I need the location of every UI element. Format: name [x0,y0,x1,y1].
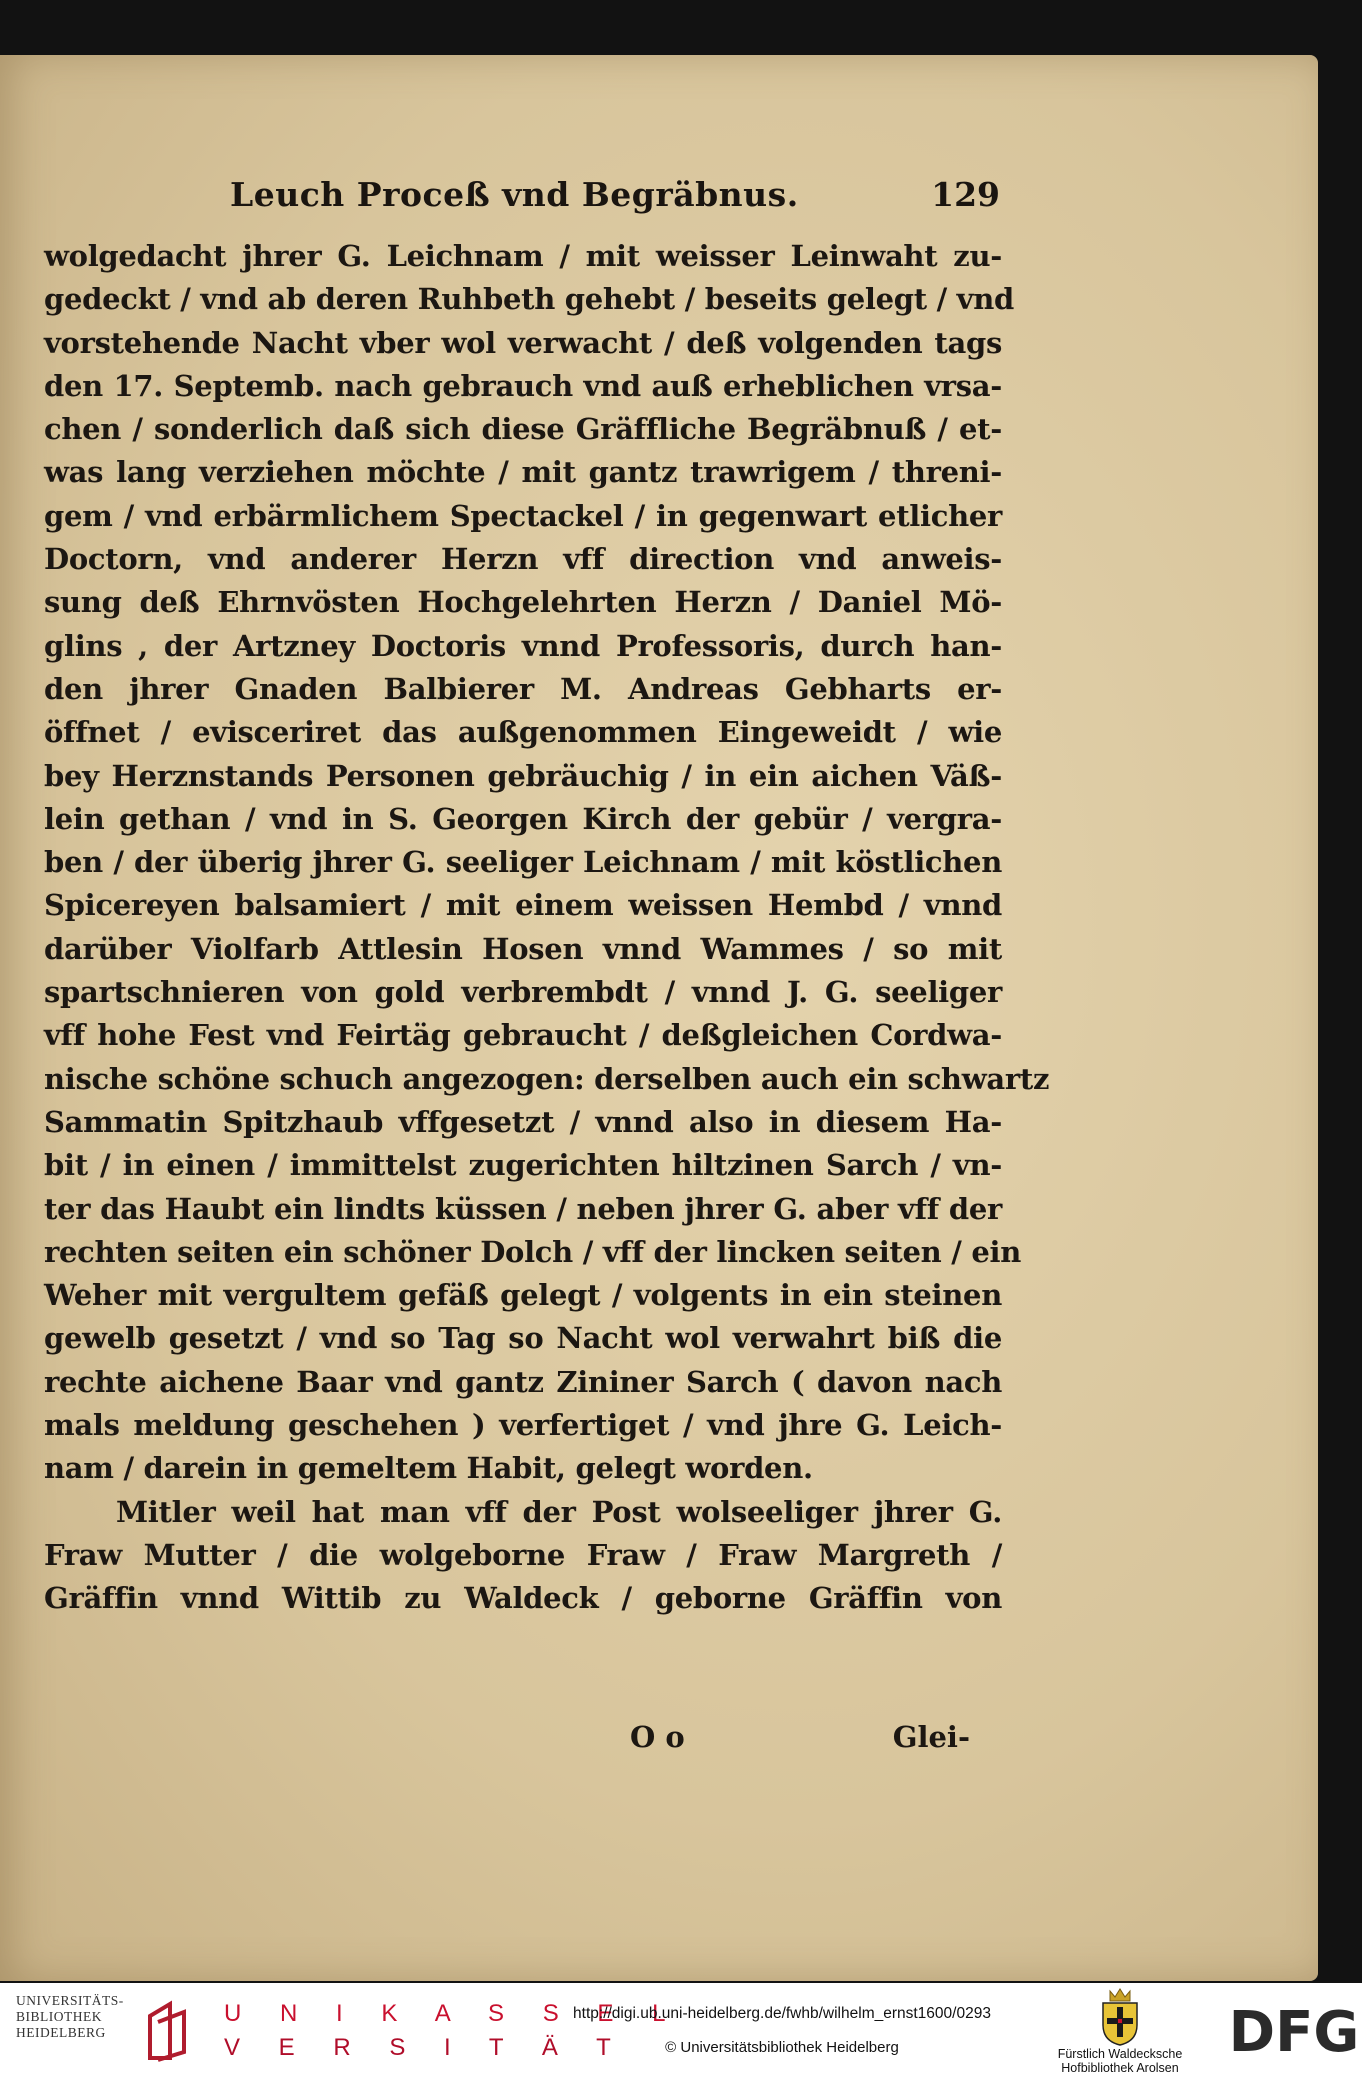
uni-kassel-logo [224,1997,682,2067]
text-line-paragraph-start: Mitler weil hat man vff der Post wolseeliger jhrer G. [116,1494,1002,1529]
text-line: was lang verziehen möchte / mit gantz trawrigem / threni- [44,455,1002,490]
dfg-logo [1228,1999,1360,2065]
text-line: spartschnieren von gold verbrembdt / vnnd J. G. seeliger [44,975,1002,1010]
text-line: rechte aichene Baar vnd gantz Zininer Sarch ( davon nach [44,1364,1002,1399]
waldeck-library-name: Fürstlich Waldecksche Hofbibliothek Arolsen [1057,2047,1183,2075]
text-line: gewelb gesetzt / vnd so Tag so Nacht wol verwahrt biß die [44,1321,1002,1356]
text-line: gem / vnd erbärmlichem Spectackel / in gegenwart etlicher [44,498,1002,533]
catchword: Glei- [892,1720,970,1754]
text-line: vff hohe Fest vnd Feirtäg gebraucht / deßgleichen Cordwa- [44,1018,1002,1053]
catchword-line [630,1720,970,1764]
text-line-paragraph-end: nam / darein in gemeltem Habit, gelegt worden. [44,1451,813,1486]
text-line: darüber Violfarb Attlesin Hosen vnnd Wammes / so mit [44,931,1002,966]
text-line: sung deß Ehrnvösten Hochgelehrten Herzn / Daniel Mö- [44,585,1002,620]
footer-bar [0,1983,1362,2080]
text-line: Spicereyen balsamiert / mit einem weissen Hembd / vnnd [44,888,1002,923]
text-line: glins , der Artzney Doctoris vnnd Professoris, durch han- [44,628,1002,663]
text-line: chen / sonderlich daß sich diese Gräffliche Begräbnuß / et- [44,412,1002,447]
text-line: den 17. Septemb. nach gebrauch vnd auß erheblichen vrsa- [44,368,1002,403]
text-line: öffnet / evisceriret das außgenommen Eingeweidt / wie [44,715,1002,750]
text-line: lein gethan / vnd in S. Georgen Kirch der gebür / vergra- [44,801,1002,836]
text-line: vorstehende Nacht vber wol verwacht / deß volgenden tags [44,325,1002,360]
text-line: bey Herznstands Personen gebräuchig / in ein aichen Väß- [44,758,1002,793]
text-line: bit / in einen / immittelst zugerichten hiltzinen Sarch / vn- [44,1148,1002,1183]
page-header [230,175,1000,231]
text-line: Fraw Mutter / die wolgeborne Fraw / Fraw Margreth / [44,1537,1002,1572]
text-line: Sammatin Spitzhaub vffgesetzt / vnnd also in diesem Ha- [44,1104,1002,1139]
signature-mark: O o [630,1720,685,1754]
page-number: 129 [931,175,1000,214]
text-line: gedeckt / vnd ab deren Ruhbeth gehebt / beseits gelegt / vnd [44,282,1014,317]
text-line: rechten seiten ein schöner Dolch / vff der lincken seiten / ein [44,1234,1021,1269]
permalink-url[interactable]: http://digi.ub.uni-heidelberg.de/fwhb/wilhelm_ernst1600/0293 [573,2005,991,2022]
text-line: wolgedacht jhrer G. Leichnam / mit weisser Leinwaht zu- [44,239,1002,273]
ub-heidelberg-name: UNIVERSITÄTS- BIBLIOTHEK HEIDELBERG [16,1993,124,2040]
text-line: den jhrer Gnaden Balbierer M. Andreas Gebharts er- [44,671,1002,706]
waldeck-crest-icon [1095,1987,1145,2047]
body-text [44,235,1050,1621]
copyright-notice: © Universitätsbibliothek Heidelberg [665,2039,899,2056]
text-line: Doctorn, vnd anderer Herzn vff direction vnd anweis- [44,542,1002,577]
book-page [0,55,1318,1981]
uni-kassel-line1: U N I K A S S E L [224,2000,682,2027]
text-line: ter das Haubt ein lindts küssen / neben jhrer G. aber vff der [44,1191,1002,1226]
running-head: Leuch Proceß vnd Begräbnus. [230,175,799,214]
text-line: mals meldung geschehen ) verfertiget / vnd jhre G. Leich- [44,1408,1002,1443]
text-line: nische schöne schuch angezogen: derselben auch ein schwartz [44,1061,1050,1096]
uni-kassel-line2: V E R S I T Ä T [224,2034,627,2061]
ub-heidelberg-logo [144,1998,194,2064]
text-line: Gräffin vnnd Wittib zu Waldeck / geborne Gräffin von [44,1581,1002,1616]
text-line: Weher mit vergultem gefäß gelegt / volgents in ein steinen [44,1278,1002,1313]
dfg-logo-text: DFG [1228,2000,1360,2065]
text-line: ben / der überig jhrer G. seeliger Leichnam / mit köstlichen [44,845,1002,880]
